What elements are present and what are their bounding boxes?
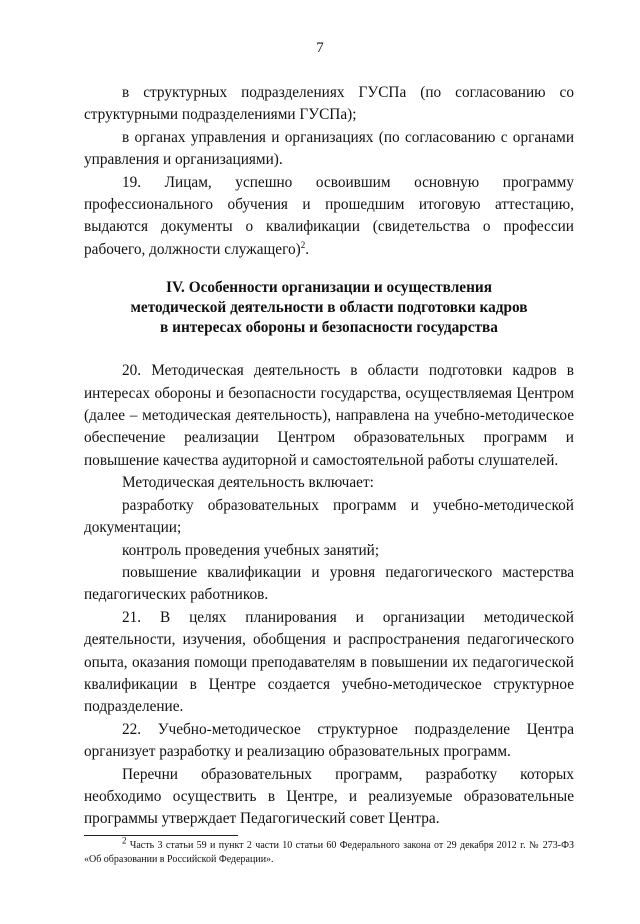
paragraph-qualification: повышение квалификации и уровня педагогического мастерства педагогических работников. [84, 563, 574, 604]
footnote-marker: 2 [122, 835, 127, 846]
paragraph-lists: Перечни образовательных программ, разработку которых необходимо осуществить в Центре, и реализуемые образовательные программы утверждает Педагогический совет Центра. [84, 765, 574, 828]
section-heading-line-1: IV. Особенности организации и осуществления [166, 279, 492, 297]
paragraph-19 [84, 172, 574, 262]
paragraph-structural-units: в структурных подразделениях ГУСПа (по согласованию со структурными подразделениями ГУСПа); [84, 84, 574, 124]
paragraph-management-bodies: в органах управления и организациях (по согласованию с органами управления и организациями). [84, 128, 574, 169]
document-body [84, 82, 574, 831]
paragraph-19-tail: . [305, 240, 310, 258]
paragraph-control: контроль проведения учебных занятий; [122, 541, 380, 559]
footnote-divider [84, 835, 238, 836]
paragraph-includes: Методическая деятельность включает: [122, 474, 374, 492]
paragraph-19-text: 19. Лицам, успешно освоившим основную программу профессионального обучения и прошедшим итоговую аттестацию, выдаются документы о квалификации (свидетельства о профессии рабочего, должности служащего) [84, 173, 574, 258]
section-heading-line-3: в интересах обороны и безопасности государства [160, 319, 498, 337]
footnote [84, 835, 574, 867]
footnote-reference: 2 [300, 239, 306, 250]
section-heading [84, 278, 574, 338]
paragraph-development: разработку образовательных программ и учебно-методической документации; [84, 496, 574, 537]
paragraph-21: 21. В целях планирования и организации методической деятельности, изучения, обобщения и распространения педагогического опыта, оказания помощи преподавателям в повышении их педагогической квалификации в Центре создается учебно-методическое структурное подразделение. [84, 608, 574, 716]
section-heading-line-2: методической деятельности в области подготовки кадров [130, 299, 528, 317]
paragraph-22: 22. Учебно-методическое структурное подразделение Центра организует разработку и реализацию образовательных программ. [84, 720, 574, 761]
paragraph-20: 20. Методическая деятельность в области подготовки кадров в интересах обороны и безопасности государства, осуществляемая Центром (далее – методическая деятельность), направлена на учебно-методическое обеспечение реализации Центром образовательных программ и повышение качества аудиторной и самостоятельной работы слушателей. [84, 362, 574, 469]
footnote-text: Часть 3 статьи 59 и пункт 2 части 10 статьи 60 Федерального закона от 29 декабря 2012 г. № 273-ФЗ «Об образовании в Российской Федерации». [84, 840, 574, 865]
page-number: 7 [316, 40, 324, 56]
